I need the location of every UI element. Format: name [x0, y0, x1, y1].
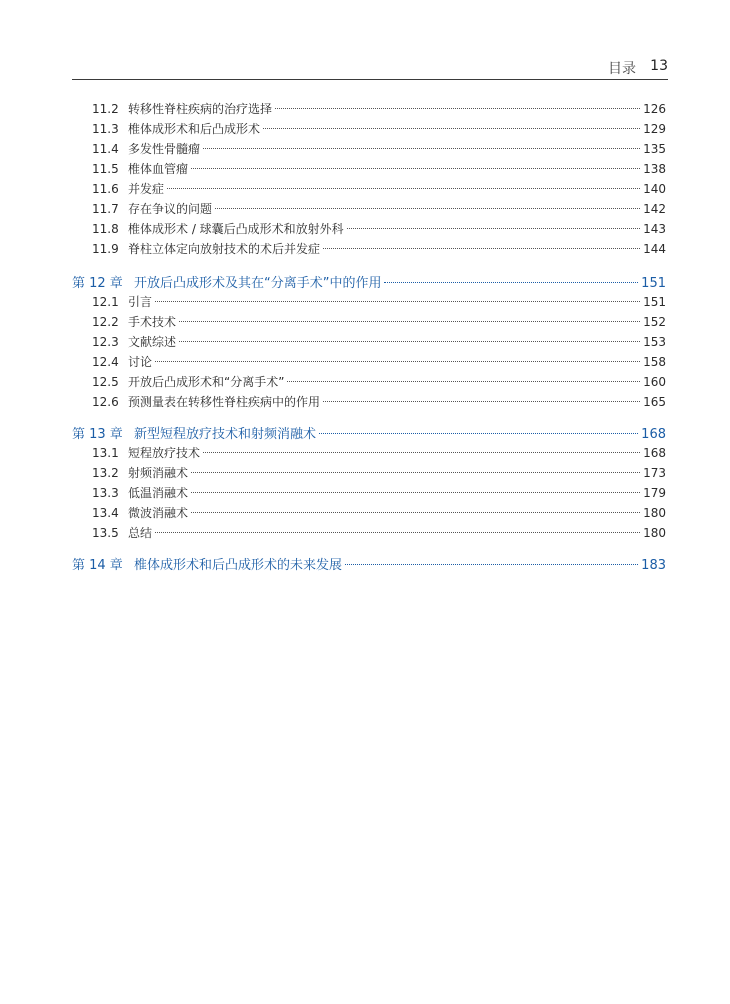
toc-entry[interactable]	[92, 504, 666, 524]
section-title: 射频消融术	[128, 466, 189, 480]
chapter-number: 第 12 章	[72, 276, 123, 291]
section-number: 13.2	[92, 466, 119, 480]
dot-leader	[203, 452, 640, 453]
chapter-number: 第 14 章	[72, 558, 123, 573]
section-page: 152	[643, 315, 666, 329]
section-number: 11.5	[92, 162, 119, 176]
section-page: 151	[643, 295, 666, 309]
toc-chapter-13[interactable]	[72, 423, 666, 443]
dot-leader	[323, 401, 640, 402]
section-page: 153	[643, 335, 666, 349]
dot-leader	[263, 128, 640, 129]
dot-leader	[191, 512, 640, 513]
toc-entry[interactable]	[92, 484, 666, 504]
section-title: 讨论	[128, 355, 153, 369]
toc-entry[interactable]	[92, 240, 666, 260]
section-page: 179	[643, 486, 666, 500]
section-page: 180	[643, 526, 666, 540]
dot-leader	[191, 472, 640, 473]
toc-entry[interactable]	[92, 393, 666, 413]
section-number: 11.3	[92, 122, 119, 136]
dot-leader	[345, 564, 638, 565]
section-title: 低温消融术	[128, 486, 189, 500]
section-page: 168	[643, 446, 666, 460]
dot-leader	[215, 208, 640, 209]
dot-leader	[179, 341, 640, 342]
section-title: 存在争议的问题	[128, 202, 213, 216]
chapter-page: 151	[641, 276, 666, 291]
section-number: 11.9	[92, 242, 119, 256]
section-number: 12.5	[92, 375, 119, 389]
section-page: 158	[643, 355, 666, 369]
dot-leader	[287, 381, 640, 382]
section-number: 12.2	[92, 315, 119, 329]
section-number: 12.6	[92, 395, 119, 409]
toc-entry[interactable]	[92, 444, 666, 464]
section-title: 引言	[128, 295, 153, 309]
running-header	[72, 58, 668, 78]
toc-entry[interactable]	[92, 140, 666, 160]
toc-entry[interactable]	[92, 100, 666, 120]
chapter-page: 168	[641, 427, 666, 442]
section-number: 11.6	[92, 182, 119, 196]
dot-leader	[319, 433, 638, 434]
toc-entry[interactable]	[92, 200, 666, 220]
section-number: 11.4	[92, 142, 119, 156]
dot-leader	[155, 301, 640, 302]
toc-chapter-12[interactable]	[72, 272, 666, 292]
dot-leader	[191, 168, 640, 169]
toc-entry[interactable]	[92, 293, 666, 313]
toc-entry[interactable]	[92, 313, 666, 333]
section-title: 脊柱立体定向放射技术的术后并发症	[128, 242, 321, 256]
section-title: 文献综述	[128, 335, 177, 349]
section-title: 并发症	[128, 182, 165, 196]
section-number: 12.1	[92, 295, 119, 309]
section-title: 手术技术	[128, 315, 177, 329]
section-title: 微波消融术	[128, 506, 189, 520]
section-page: 180	[643, 506, 666, 520]
chapter-number: 第 13 章	[72, 427, 123, 442]
section-page: 138	[643, 162, 666, 176]
section-number: 13.1	[92, 446, 119, 460]
dot-leader	[323, 248, 640, 249]
section-number: 11.7	[92, 202, 119, 216]
section-page: 140	[643, 182, 666, 196]
section-title: 椎体成形术 / 球囊后凸成形术和放射外科	[128, 222, 344, 236]
section-number: 13.5	[92, 526, 119, 540]
section-number: 12.3	[92, 335, 119, 349]
section-page: 160	[643, 375, 666, 389]
section-number: 12.4	[92, 355, 119, 369]
section-title: 预测量表在转移性脊柱疾病中的作用	[128, 395, 321, 409]
dot-leader	[203, 148, 640, 149]
section-title: 椎体成形术和后凸成形术	[128, 122, 261, 136]
dot-leader	[191, 492, 640, 493]
section-title: 转移性脊柱疾病的治疗选择	[128, 102, 273, 116]
toc-entry[interactable]	[92, 373, 666, 393]
toc-entry[interactable]	[92, 120, 666, 140]
toc-entry[interactable]	[92, 464, 666, 484]
toc-entry[interactable]	[92, 353, 666, 373]
section-title: 开放后凸成形术和“分离手术”	[128, 375, 285, 389]
chapter-title: 开放后凸成形术及其在“分离手术”中的作用	[134, 276, 382, 291]
dot-leader	[167, 188, 640, 189]
section-number: 13.4	[92, 506, 119, 520]
toc-entry[interactable]	[92, 333, 666, 353]
section-page: 173	[643, 466, 666, 480]
dot-leader	[155, 532, 640, 533]
toc-entry[interactable]	[92, 524, 666, 544]
section-page: 126	[643, 102, 666, 116]
section-page: 165	[643, 395, 666, 409]
section-number: 11.8	[92, 222, 119, 236]
dot-leader	[347, 228, 640, 229]
section-number: 13.3	[92, 486, 119, 500]
dot-leader	[275, 108, 640, 109]
chapter-title: 新型短程放疗技术和射频消融术	[134, 427, 317, 442]
section-title: 椎体血管瘤	[128, 162, 189, 176]
section-page: 144	[643, 242, 666, 256]
toc-chapter-14[interactable]	[72, 554, 666, 574]
section-page: 143	[643, 222, 666, 236]
chapter-title: 椎体成形术和后凸成形术的未来发展	[134, 558, 343, 573]
section-page: 129	[643, 122, 666, 136]
section-page: 135	[643, 142, 666, 156]
dot-leader	[179, 321, 640, 322]
section-title: 短程放疗技术	[128, 446, 201, 460]
chapter-page: 183	[641, 558, 666, 573]
dot-leader	[384, 282, 638, 283]
section-title: 总结	[128, 526, 153, 540]
section-page: 142	[643, 202, 666, 216]
page-number: 13	[650, 58, 668, 74]
toc-entry[interactable]	[92, 160, 666, 180]
section-title: 多发性骨髓瘤	[128, 142, 201, 156]
toc-entry[interactable]	[92, 180, 666, 200]
dot-leader	[155, 361, 640, 362]
header-rule	[72, 79, 668, 80]
section-number: 11.2	[92, 102, 119, 116]
toc-entry[interactable]	[92, 220, 666, 240]
running-header-title: 目录	[608, 61, 636, 77]
